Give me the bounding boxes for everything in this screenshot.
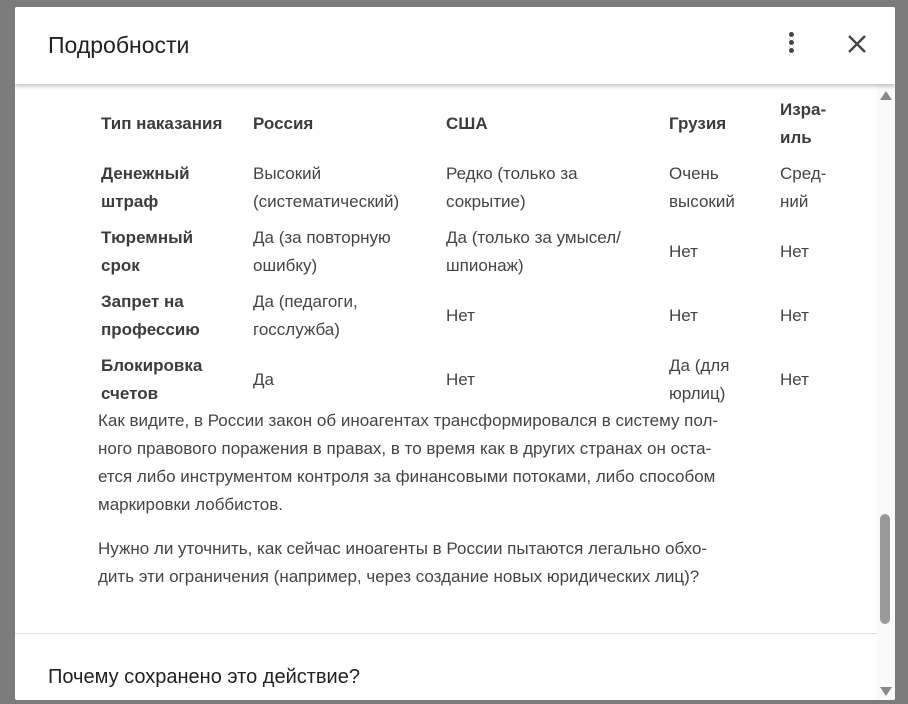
table-cell	[780, 284, 850, 348]
table-cell	[669, 284, 780, 348]
text-line: счетов	[101, 384, 159, 403]
text-line: Нет	[446, 306, 475, 325]
text-line: Россия	[253, 114, 314, 133]
text-line: юрлиц)	[669, 384, 726, 403]
text-line: Высокий	[253, 164, 322, 183]
text-line: Тюремный	[101, 228, 194, 247]
table-cell	[780, 156, 850, 220]
text-line: Нет	[669, 242, 698, 261]
text-line: срок	[101, 256, 140, 275]
text-line: Запрет на	[101, 292, 184, 311]
column-header	[669, 92, 780, 156]
text-line: Тип наказания	[101, 114, 223, 133]
section-title: Почему сохранено это действие?	[48, 666, 360, 688]
dialog-header	[15, 7, 895, 84]
row-header-cell	[95, 220, 253, 284]
text-line: высокий	[669, 192, 735, 211]
text-line: Нужно ли уточнить, как сейчас иноагенты в России пытаются легально обхо-	[98, 539, 708, 558]
text-line: Очень	[669, 164, 719, 183]
text-line: Сред-	[780, 164, 827, 183]
close-icon[interactable]	[842, 29, 872, 59]
row-header-cell	[95, 156, 253, 220]
text-line: Нет	[780, 370, 809, 389]
text-line: Да	[253, 370, 274, 389]
text-line: Редко (только за	[446, 164, 578, 183]
text-line: дить эти ограничения (например, через создание новых юридических лиц)?	[98, 567, 700, 586]
punishment-table	[95, 92, 850, 412]
table-cell	[669, 156, 780, 220]
table-cell	[669, 348, 780, 412]
row-header-cell	[95, 348, 253, 412]
text-line: шпионаж)	[446, 256, 524, 275]
text-line: Да (педагоги,	[253, 292, 358, 311]
question-paragraph	[98, 535, 707, 591]
table-cell	[446, 284, 669, 348]
column-header	[446, 92, 669, 156]
table-row	[95, 220, 850, 284]
scroll-down-arrow-icon[interactable]	[880, 687, 892, 696]
text-line: ний	[780, 192, 809, 211]
text-line: иль	[780, 128, 812, 147]
text-line: Блокировка	[101, 356, 203, 375]
text-line: Денежный	[101, 164, 190, 183]
summary-paragraph	[98, 407, 718, 519]
text-line: госслужба)	[253, 320, 340, 339]
text-line: ного правового поражения в правах, в то время как в других странах он оста-	[98, 439, 712, 458]
text-line: Да (для	[669, 356, 730, 375]
table-cell	[253, 348, 446, 412]
column-header	[95, 92, 253, 156]
scroll-up-arrow-icon[interactable]	[880, 91, 892, 100]
text-line: штраф	[101, 192, 159, 211]
text-line: Да (за повторную	[253, 228, 391, 247]
scrollbar-thumb[interactable]	[880, 514, 890, 624]
table-cell	[446, 220, 669, 284]
table-row	[95, 156, 850, 220]
table-cell	[253, 156, 446, 220]
text-line: маркировки лоббистов.	[98, 495, 283, 514]
text-line: Нет	[446, 370, 475, 389]
column-header	[780, 92, 850, 156]
table-row	[95, 348, 850, 412]
dialog-title: Подробности	[48, 32, 190, 58]
text-line: США	[446, 114, 488, 133]
text-line: ется либо инструментом контроля за финансовыми потоками, либо способом	[98, 467, 716, 486]
text-line: Грузия	[669, 114, 727, 133]
more-vert-icon[interactable]	[779, 32, 803, 60]
column-header	[253, 92, 446, 156]
table-cell	[253, 220, 446, 284]
table-cell	[780, 220, 850, 284]
table-cell	[780, 348, 850, 412]
dialog-content[interactable]	[15, 84, 895, 700]
divider	[15, 633, 881, 634]
text-line: Да (только за умысел/	[446, 228, 621, 247]
text-line: Нет	[780, 242, 809, 261]
table-cell	[669, 220, 780, 284]
text-line: Как видите, в России закон об иноагентах трансформировался в систему пол-	[98, 411, 719, 430]
text-line: Нет	[669, 306, 698, 325]
text-line: сокрытие)	[446, 192, 526, 211]
details-dialog	[15, 7, 895, 700]
text-line: профессию	[101, 320, 200, 339]
text-line: (систематический)	[253, 192, 400, 211]
table-cell	[446, 156, 669, 220]
text-line: ошибку)	[253, 256, 318, 275]
table-header-row	[95, 92, 850, 156]
text-line: Изра-	[780, 100, 827, 119]
table-cell	[446, 348, 669, 412]
text-line: Нет	[780, 306, 809, 325]
row-header-cell	[95, 284, 253, 348]
table-row	[95, 284, 850, 348]
table-cell	[253, 284, 446, 348]
